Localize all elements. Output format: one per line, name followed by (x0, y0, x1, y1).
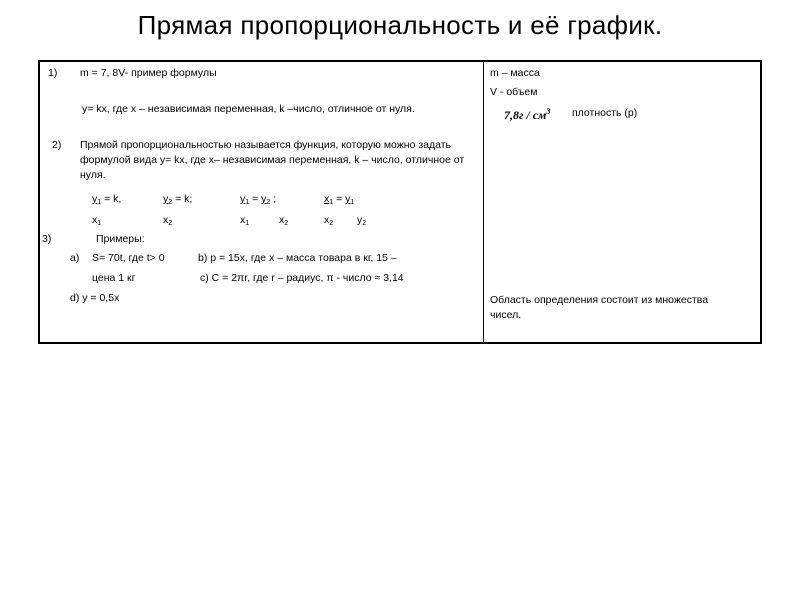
example-b: b) p = 15x, где x – масса товара в кг, 15 – (198, 252, 397, 264)
ratio-y2-k: $y_2 = k$; (163, 193, 193, 206)
denom-2: $x_2$ (163, 214, 173, 227)
ratio-x1-y1: $x_1 = y_1$ (324, 193, 355, 206)
slide-title: Прямая пропорциональность и её график. (137, 10, 663, 40)
content-table (38, 60, 762, 344)
item1-formula: m = 7, 8V- пример формулы (80, 67, 217, 79)
ratio-y1-y2: $y_1 = y_2$ ; (240, 193, 277, 206)
example-d: d) y = 0,5x (70, 292, 120, 304)
example-b-cont: цена 1 кг (92, 272, 136, 284)
item1-number: 1) (48, 67, 58, 79)
denom-4: $x_2$ (279, 214, 289, 227)
item1-note: y= kx, где x – независимая переменная, k –число, отличное от нуля. (82, 103, 415, 115)
volume-definition: V - объем (490, 86, 538, 98)
mass-definition: m – масса (490, 67, 540, 79)
ratio-y1-k: $y_1 = k$, (92, 193, 122, 206)
item3-number: 3) (42, 233, 52, 245)
item2-number: 2) (52, 139, 62, 151)
example-c: c) C = 2πr, где r – радиус, π - число ≈ 3,14 (200, 272, 404, 284)
column-divider (483, 62, 484, 342)
item2-definition: Прямой пропорциональностью называется функция, которую можно задать формулой вида y= kx, где x– независимая переменная, k – число, отличное от нуля. (80, 139, 465, 181)
example-a: S= 70t, где t> 0 (92, 252, 165, 264)
density-label: плотность (p) (572, 107, 638, 119)
denom-5: $x_2$ (324, 214, 334, 227)
domain-note: Область определения состоит из множества чисел. (490, 294, 709, 321)
denom-6: $y_2$ (357, 214, 367, 227)
example-a-label: a) (70, 252, 80, 264)
denom-1: $x_1$ (92, 214, 102, 227)
denom-3: $x_1$ (240, 214, 250, 227)
density-formula: $7,8г / см^3$ (504, 107, 551, 122)
item3-heading: Примеры: (96, 233, 145, 245)
